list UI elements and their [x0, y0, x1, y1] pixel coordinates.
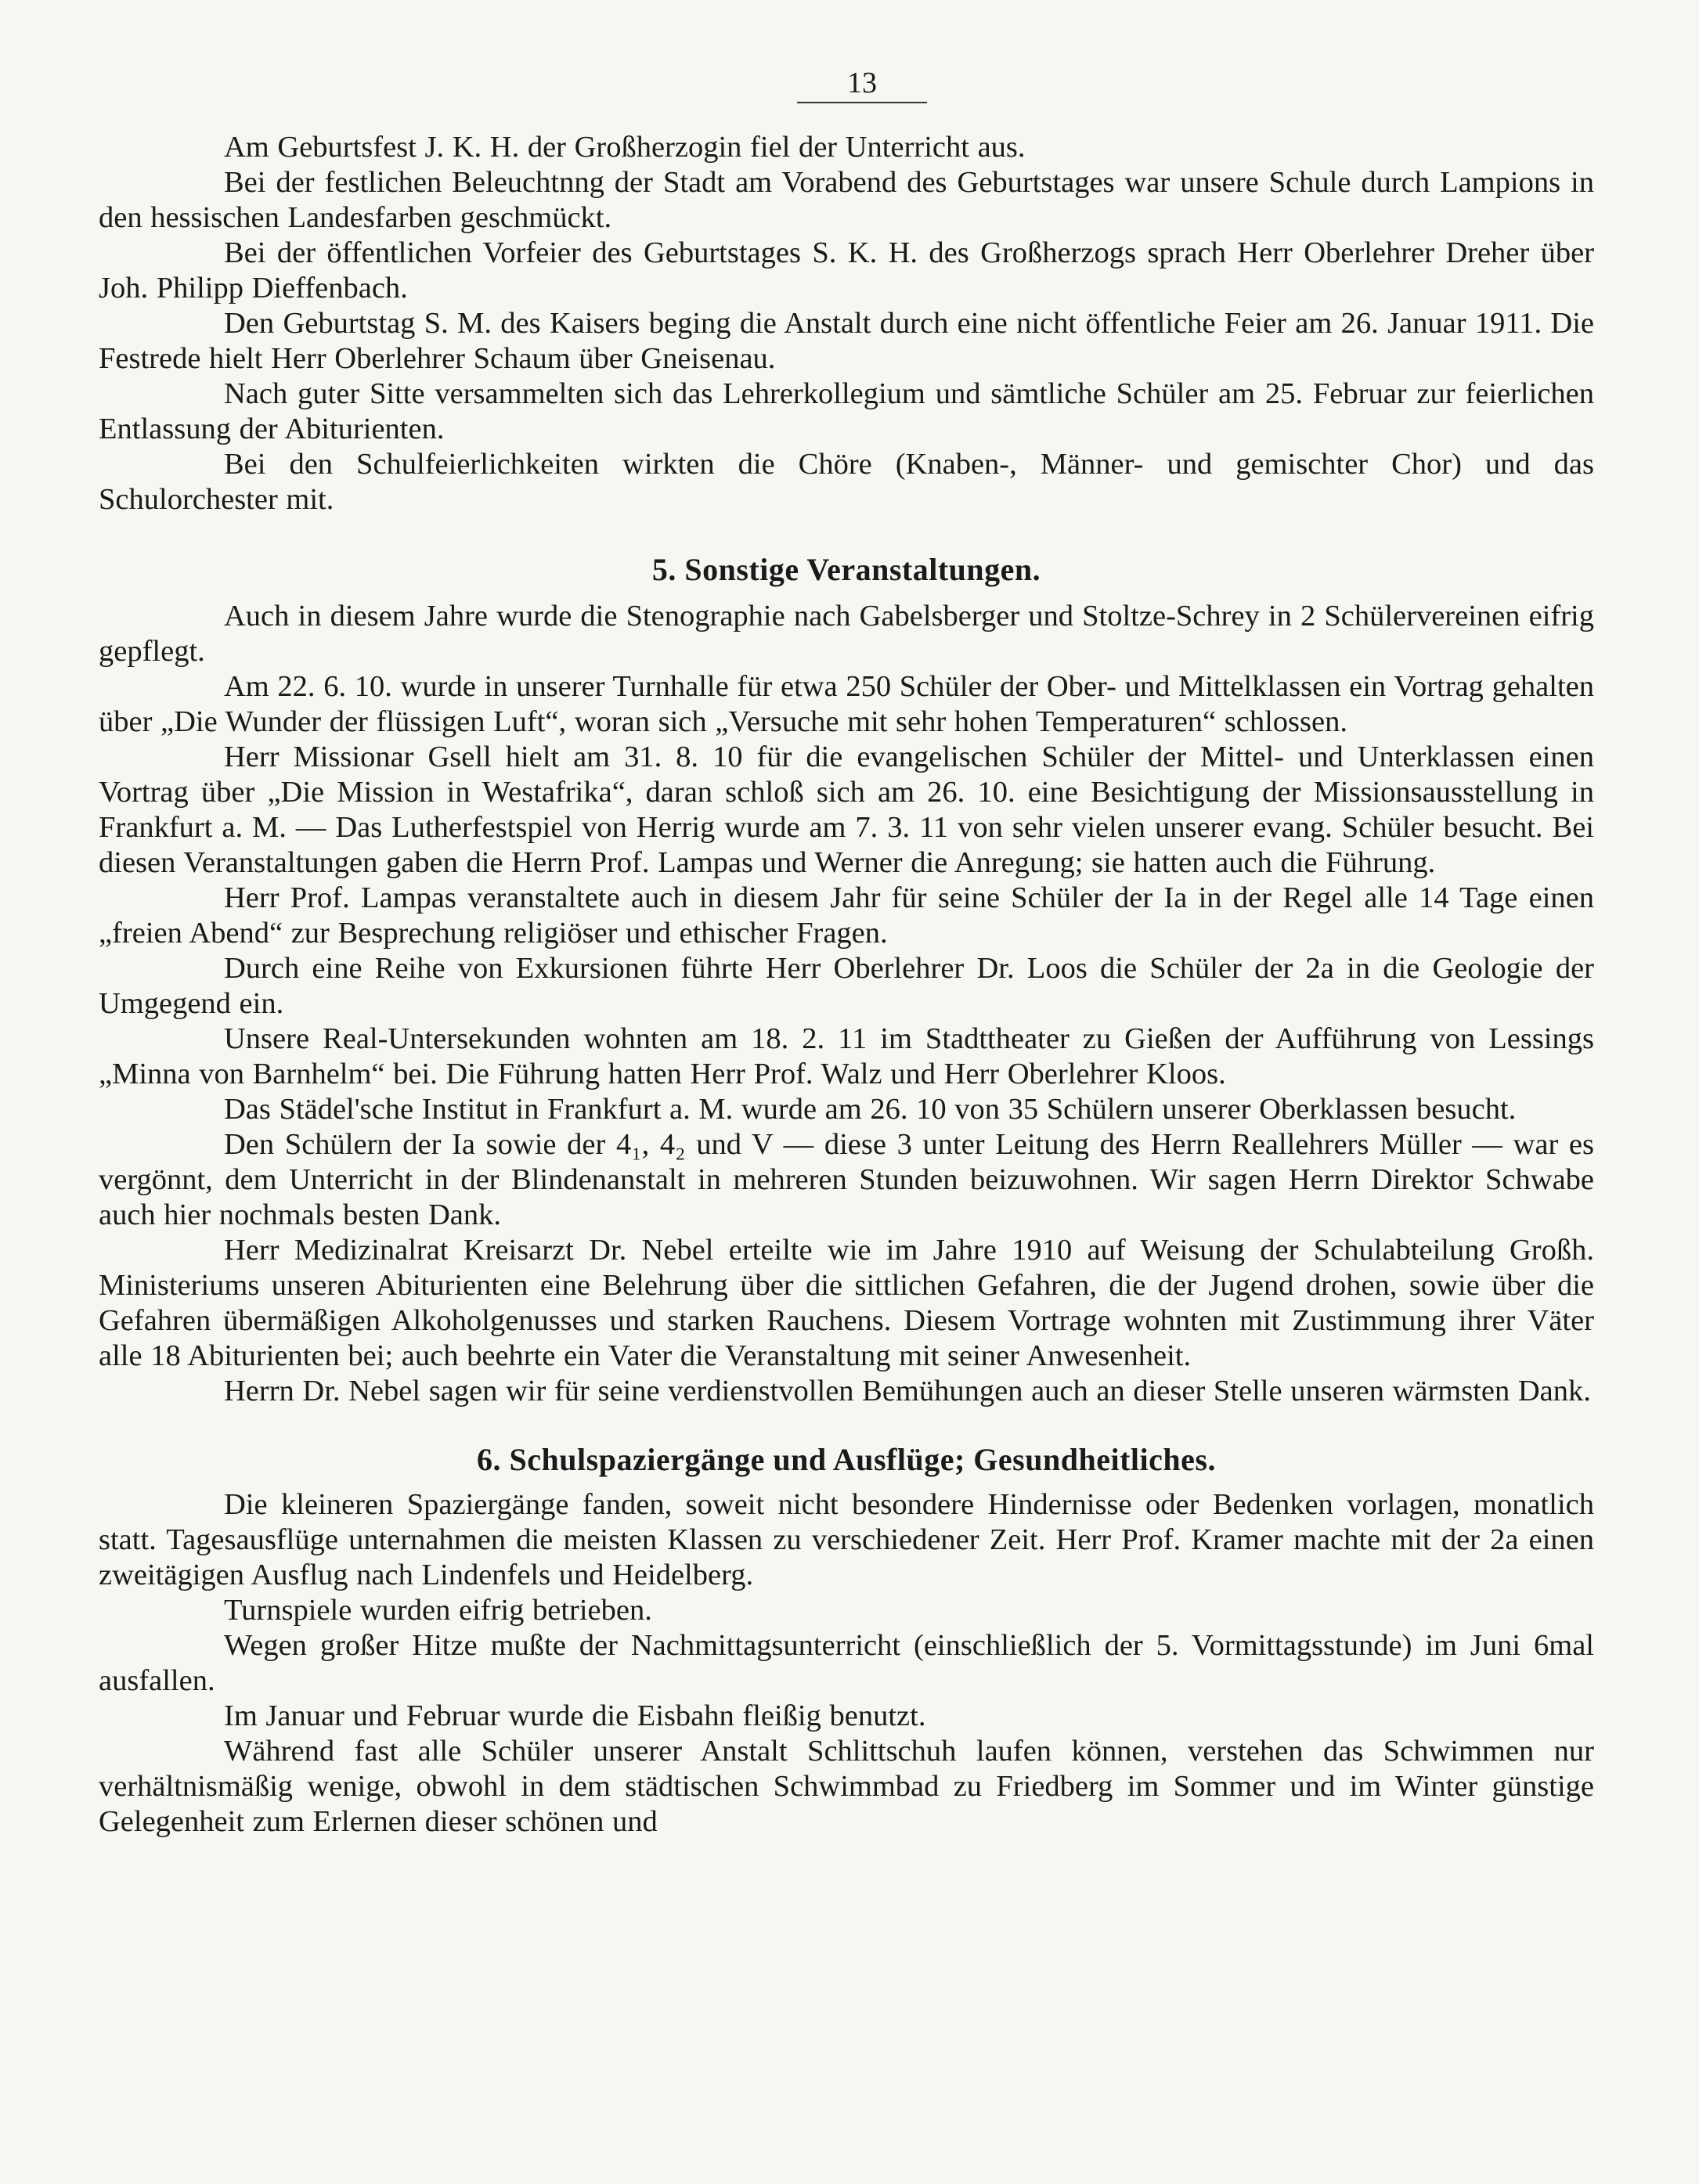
section-6-body [99, 1487, 1594, 1840]
paragraph: Herr Missionar Gsell hielt am 31. 8. 10 für die evangelischen Schüler der Mittel- und Unterklassen einen Vortrag über „Die Mission in Westafrika“, daran schloß sich am 26. 10. eine Besichtigung der Missionsausstellung in Frankfurt a. M. — Das Lutherfestspiel von Herrig wurde am 7. 3. 11 von sehr vielen unserer evang. Schüler besucht. Bei diesen Veranstaltungen gaben die Herrn Prof. Lampas und Werner die Anregung; sie hatten auch die Führung. [99, 741, 1594, 879]
paragraph: Den Geburtstag S. M. des Kaisers beging die Anstalt durch eine nicht öffentliche Feier am 26. Januar 1911. Die Festrede hielt Herr Oberlehrer Schaum über Gneisenau. [99, 307, 1594, 375]
paragraph: Bei den Schulfeierlichkeiten wirkten die Chöre (Knaben-, Männer- und gemischter Chor) und das Schulorchester mit. [99, 448, 1594, 516]
paragraph: Wegen großer Hitze mußte der Nachmittagsunterricht (einschließlich der 5. Vormittagsstunde) im Juni 6mal ausfallen. [99, 1629, 1594, 1697]
paragraph: Während fast alle Schüler unserer Anstalt Schlittschuh laufen können, verstehen das Schwimmen nur verhältnismäßig wenige, obwohl in dem städtischen Schwimmbad zu Friedberg im Sommer und im Winter günstige Gelegenheit zum Erlernen dieser schönen und [99, 1735, 1594, 1838]
paragraph: Am 22. 6. 10. wurde in unserer Turnhalle für etwa 250 Schüler der Ober- und Mittelklassen ein Vortrag gehalten über „Die Wunder der flüssigen Luft“, woran sich „Versuche mit sehr hohen Temperaturen“ schlossen. [99, 670, 1594, 738]
paragraph: Durch eine Reihe von Exkursionen führte Herr Oberlehrer Dr. Loos die Schüler der 2a in die Geologie der Umgegend ein. [99, 952, 1594, 1020]
paragraph: Nach guter Sitte versammelten sich das Lehrerkollegium und sämtliche Schüler am 25. Februar zur feierlichen Entlassung der Abiturienten. [99, 377, 1594, 445]
section-heading-6: 6. Schulspaziergänge und Ausflüge; Gesundheitliches. [477, 1442, 1216, 1477]
document-page [99, 66, 1594, 1840]
paragraph: Am Geburtsfest J. K. H. der Großherzogin fiel der Unterricht aus. [224, 131, 1026, 164]
paragraph: Das Städel'sche Institut in Frankfurt a. M. wurde am 26. 10 von 35 Schülern unserer Oberklassen besucht. [224, 1093, 1517, 1126]
page-number: 13 [797, 66, 927, 103]
paragraph: Die kleineren Spaziergänge fanden, soweit nicht besondere Hindernisse oder Bedenken vorlagen, monatlich statt. Tagesausflüge unternahmen die meisten Klassen zu verschiedener Zeit. Herr Prof. Kramer machte mit der 2a einen zweitägigen Ausflug nach Lindenfels und Heidelberg. [99, 1488, 1594, 1591]
paragraph: Im Januar und Februar wurde die Eisbahn fleißig benutzt. [224, 1699, 926, 1732]
section-heading-5: 5. Sonstige Veranstaltungen. [651, 552, 1041, 587]
paragraph: Herrn Dr. Nebel sagen wir für seine verdienstvollen Bemühungen auch an dieser Stelle unseren wärmsten Dank. [224, 1375, 1591, 1407]
paragraph: Unsere Real-Untersekunden wohnten am 18. 2. 11 im Stadttheater zu Gießen der Aufführung von Lessings „Minna von Barnhelm“ bei. Die Führung hatten Herr Prof. Walz und Herr Oberlehrer Kloos. [99, 1022, 1594, 1090]
paragraph: Turnspiele wurden eifrig betrieben. [224, 1594, 652, 1627]
paragraph: Den Schülern der Ia sowie der 4₁, 4₂ und V — diese 3 unter Leitung des Herrn Reallehrers Müller — war es vergönnt, dem Unterricht in der Blindenanstalt in mehreren Stunden beizuwohnen. Wir sagen Herrn Direktor Schwabe auch hier nochmals besten Dank. [99, 1128, 1594, 1231]
festivities-section [99, 130, 1594, 517]
paragraph: Bei der öffentlichen Vorfeier des Geburtstages S. K. H. des Großherzogs sprach Herr Oberlehrer Dreher über Joh. Philipp Dieffenbach. [99, 236, 1594, 305]
paragraph: Auch in diesem Jahre wurde die Stenographie nach Gabelsberger und Stoltze-Schrey in 2 Schülervereinen eifrig gepflegt. [99, 600, 1594, 668]
paragraph: Herr Medizinalrat Kreisarzt Dr. Nebel erteilte wie im Jahre 1910 auf Weisung der Schulabteilung Großh. Ministeriums unseren Abiturienten eine Belehrung über die sittlichen Gefahren, die der Jugend drohen, sowie über die Gefahren übermäßigen Alkoholgenusses und starken Rauchens. Diesem Vortrage wohnten mit Zustimmung ihrer Väter alle 18 Abiturienten bei; auch beehrte ein Vater die Veranstaltung mit seiner Anwesenheit. [99, 1234, 1594, 1372]
section-5-body [99, 599, 1594, 1409]
paragraph: Bei der festlichen Beleuchtnng der Stadt am Vorabend des Geburtstages war unsere Schule durch Lampions in den hessischen Landesfarben geschmückt. [99, 166, 1594, 234]
paragraph: Herr Prof. Lampas veranstaltete auch in diesem Jahr für seine Schüler der Ia in der Regel alle 14 Tage einen „freien Abend“ zur Besprechung religiöser und ethischer Fragen. [99, 881, 1594, 950]
page-header [99, 66, 1594, 113]
